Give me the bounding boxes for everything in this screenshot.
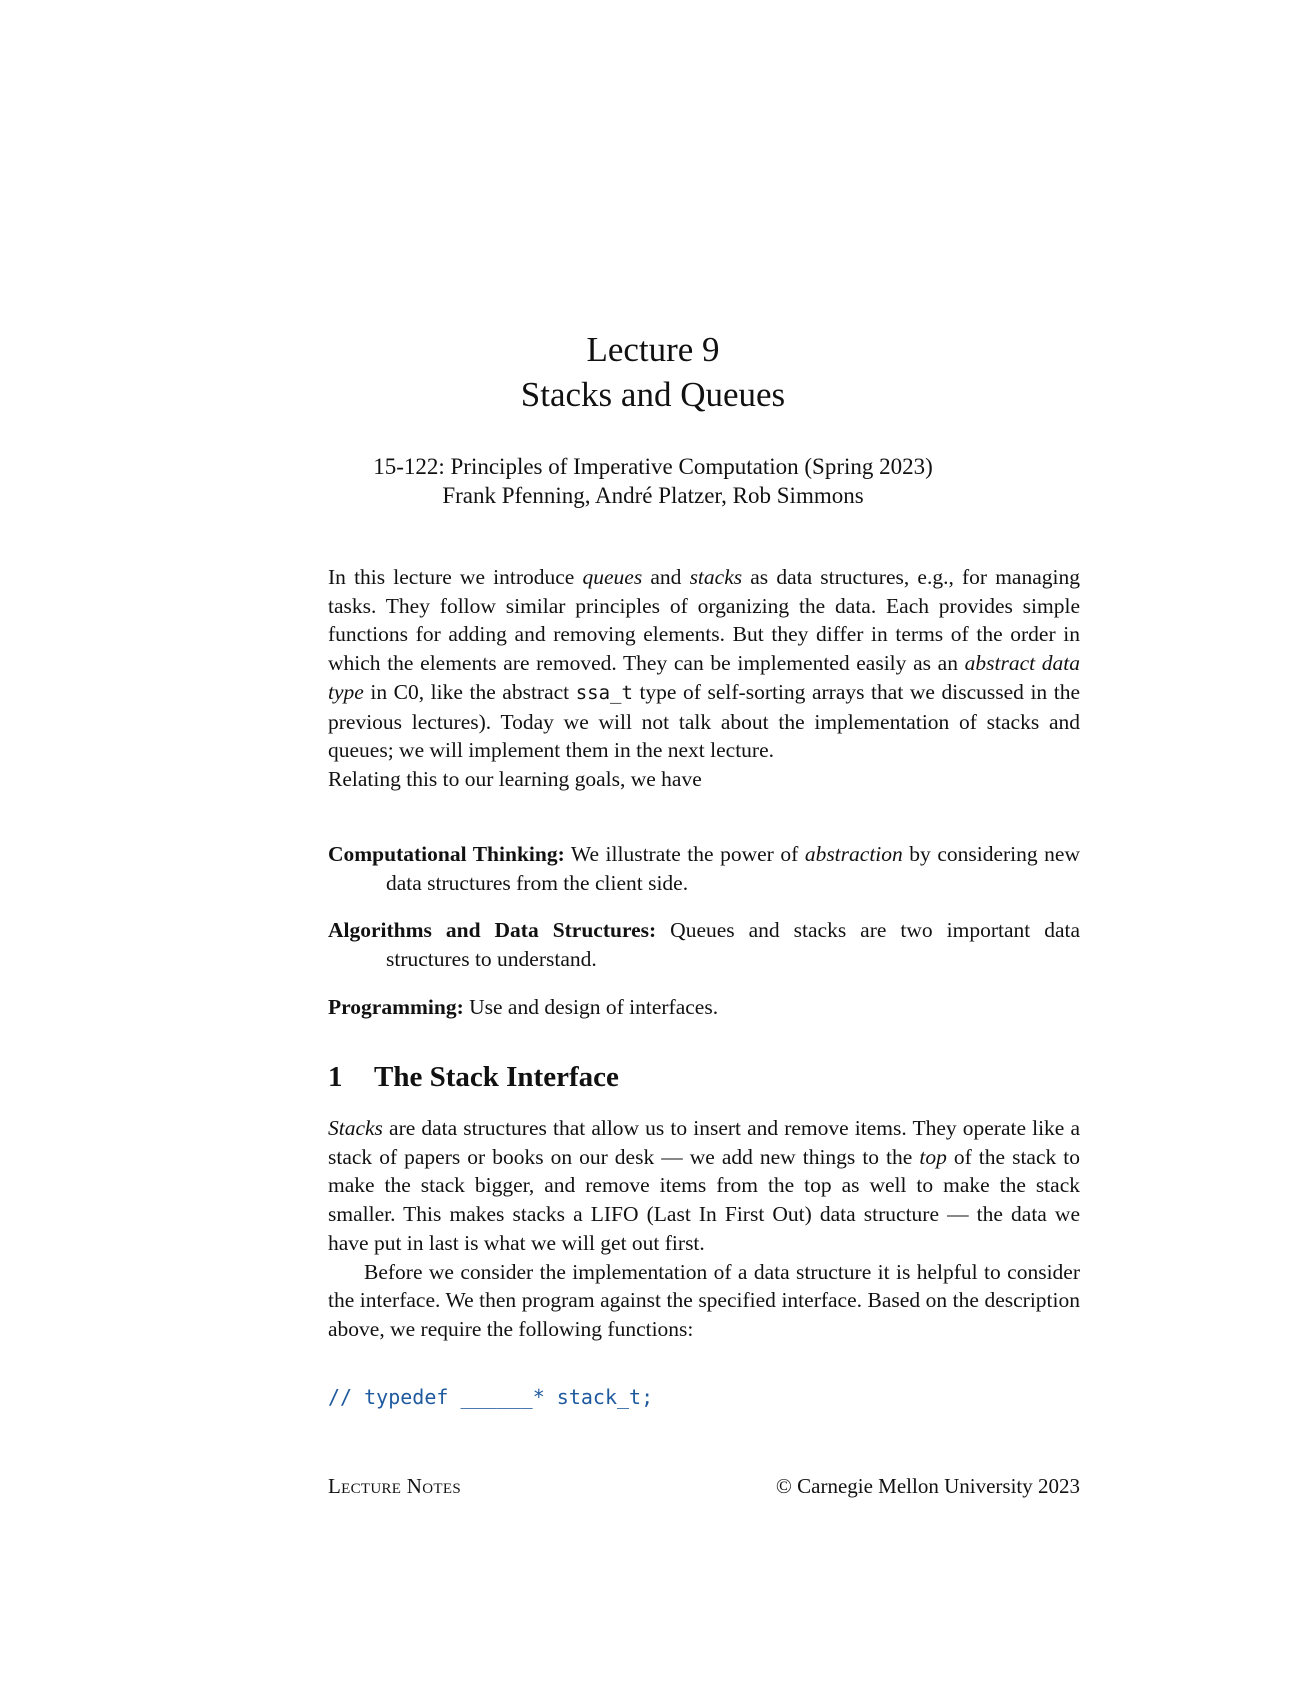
goal-label: Programming:	[328, 994, 464, 1019]
goal-text: We illustrate the power of	[564, 842, 805, 866]
learning-goals	[328, 840, 1080, 1041]
lecture-number: Lecture 9	[586, 330, 720, 369]
section-paragraph: Before we consider the implementation of a data structure it is helpful to consider the interface. We then program against the specified interface. Based on the description above, we require the following functions:	[328, 1259, 1080, 1341]
copyright: © Carnegie Mellon University 2023	[775, 1474, 1080, 1498]
text-run: of the stack to make the stack bigger, and remove items from the top as well to make the stack smaller. This makes stacks a LIFO (Last In First Out) data structure — the data we have put in last is what we will get out first.	[328, 1144, 1081, 1255]
section-body	[328, 1114, 1080, 1344]
section-paragraph	[328, 1114, 1080, 1258]
goal-programming	[328, 993, 1080, 1022]
goal-algorithms	[328, 916, 1080, 973]
text-run: in C0, like the abstract	[363, 679, 576, 704]
goal-text: by considering new data structures from the client side.	[386, 842, 1080, 895]
emphasis-queues: queues	[582, 565, 643, 589]
goal-label: Algorithms and Data Structures:	[328, 918, 657, 943]
lecture-title: Stacks and Queues	[520, 375, 786, 414]
goal-label: Computational Thinking:	[328, 842, 565, 866]
code-ssa-t: ssa_t	[575, 681, 633, 704]
goal-text: Queues and stacks are two important data structures to understand.	[386, 918, 1081, 972]
text-run: In this lecture we introduce	[328, 565, 583, 589]
text-run: type of self-sorting arrays that we discussed in the previous lectures). Today we will not talk about the implementation of stacks and queues; we will implement them in the next lecture.	[328, 679, 1080, 763]
section-title: The Stack Interface	[374, 1061, 619, 1093]
section-number: 1	[328, 1061, 343, 1093]
learning-goals-intro: Relating this to our learning goals, we have	[328, 766, 702, 791]
footer-label: Lecture Notes	[328, 1474, 461, 1498]
author-list: Frank Pfenning, André Platzer, Rob Simmons	[442, 483, 864, 508]
abstract	[328, 563, 1080, 794]
code-listing: // typedef ______* stack_t;	[328, 1385, 654, 1409]
goal-computational-thinking	[328, 840, 1080, 897]
section-heading	[328, 1059, 619, 1095]
text-run: and	[642, 565, 690, 589]
emphasis-stacks: stacks	[689, 565, 743, 589]
text-run: are data structures that allow us to insert and remove items. They operate like a stack of papers or books on our desk — we add new things to the	[328, 1116, 1080, 1169]
emphasis-adt: abstract data type	[328, 651, 1080, 704]
emphasis-abstraction: abstraction	[804, 842, 903, 866]
abstract-paragraph	[328, 563, 1080, 765]
goal-text: Use and design of interfaces.	[463, 994, 719, 1019]
course-name: 15-122: Principles of Imperative Computation (Spring 2023)	[373, 454, 933, 479]
emphasis-stacks: Stacks	[328, 1116, 383, 1140]
emphasis-top: top	[919, 1144, 947, 1169]
text-run: as data structures, e.g., for managing tasks. They follow similar principles of organizing the data. Each provides simple functions for adding and removing elements. But they differ in terms of the order in which the elements are removed. They can be implemented easily as an	[328, 565, 1080, 676]
